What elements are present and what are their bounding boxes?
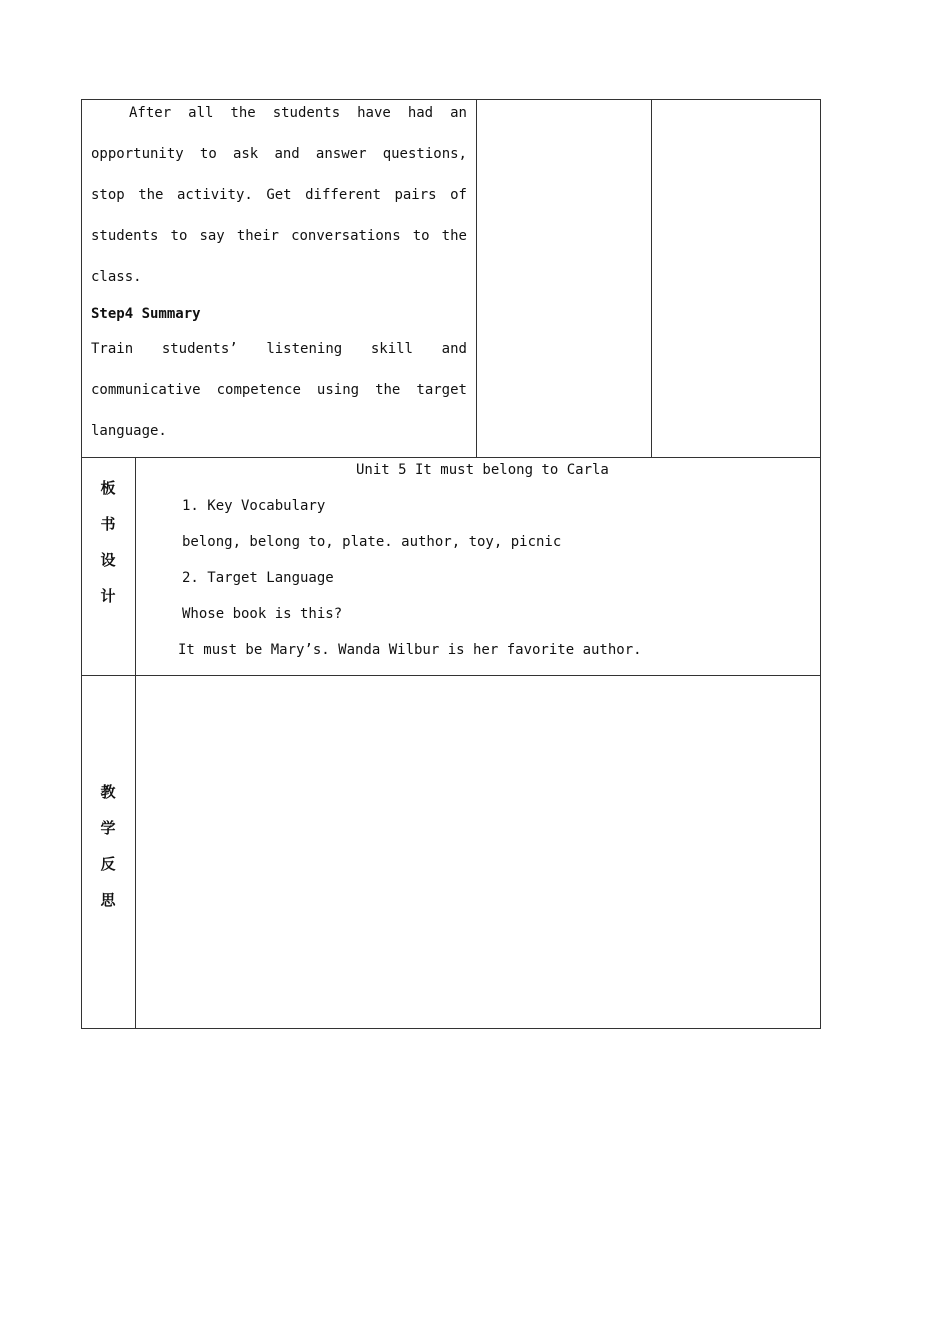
board-answer: It must be Mary’s. Wanda Wilbur is her favorite author.	[178, 642, 642, 658]
step4-heading: Step4 Summary	[91, 306, 201, 322]
table-cell-middle	[476, 99, 652, 458]
board-vocabulary: belong, belong to, plate. author, toy, picnic	[182, 534, 562, 550]
board-question: Whose book is this?	[182, 606, 343, 622]
board-item-2: 2. Target Language	[182, 570, 334, 586]
step4-line-1: Train students’ listening skill and	[91, 341, 467, 357]
step3-line-5: class.	[91, 269, 142, 285]
reflection-label: 教 学 反 思	[100, 783, 116, 909]
step4-line-3: language.	[91, 423, 167, 439]
reflection-content-cell	[135, 675, 821, 1029]
table-cell-right	[651, 99, 821, 458]
step3-line-4: students to say their conversations to the	[91, 228, 467, 244]
board-title: Unit 5 It must belong to Carla	[356, 462, 609, 478]
step3-line-2: opportunity to ask and answer questions,	[91, 146, 467, 162]
board-item-1: 1. Key Vocabulary	[182, 498, 326, 514]
step4-line-2: communicative competence using the target	[91, 382, 467, 398]
board-label: 板 书 设 计	[100, 479, 116, 605]
step3-line-3: stop the activity. Get different pairs of	[91, 187, 467, 203]
step3-line-1: After all the students have had an	[129, 105, 467, 121]
